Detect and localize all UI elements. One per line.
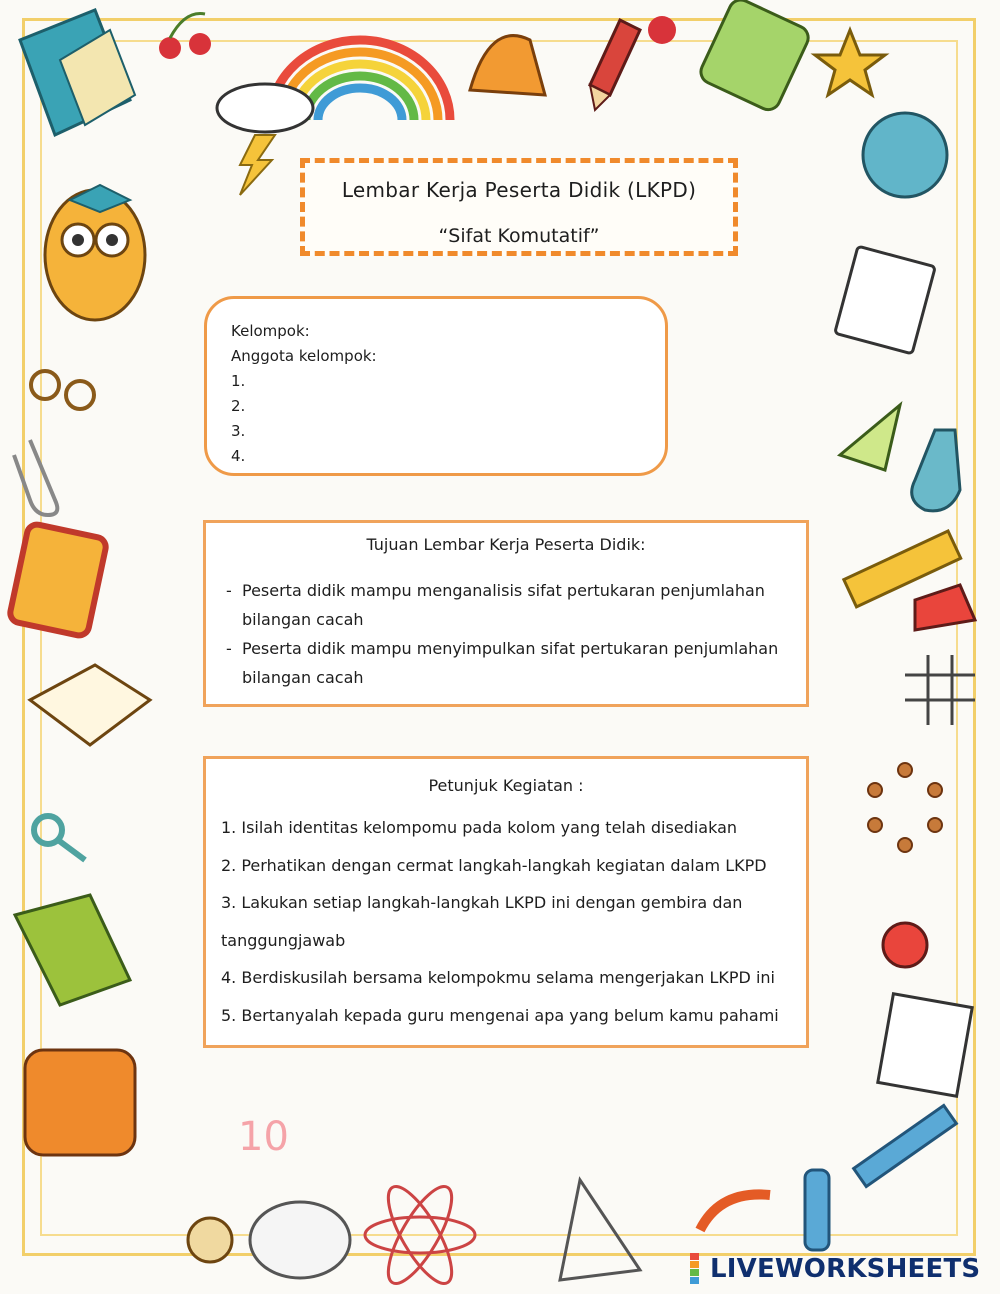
paper-sheet-icon [878,994,972,1097]
bell-icon [470,36,545,95]
molecule-icon [868,763,942,852]
worksheet-title: Lembar Kerja Peserta Didik (LKPD) [341,178,697,202]
arrow-icon [700,1194,770,1230]
group-identity-box [204,296,668,476]
liveworksheets-watermark [690,1252,980,1286]
objective-text-line: bilangan cacah [242,610,364,629]
magnifier-icon [883,923,927,967]
paintbrush-icon [854,1105,957,1186]
backpack-icon [25,1050,135,1155]
globe-icon [863,113,947,197]
green-book-icon [15,895,130,1005]
instructions-box [203,756,809,1048]
instruction-line: 1. Isilah identitas kelompomu pada kolom yang telah disediakan [221,818,738,837]
member-slot: 1. [231,372,246,390]
instructions-list [221,809,794,1035]
objective-text-line: Peserta didik mampu menyimpulkan sifat pertukaran penjumlahan [242,639,779,658]
calculator-icon [697,0,812,114]
palette-icon [250,1202,350,1278]
instruction-line: 2. Perhatikan dengan cermat langkah-langkah kegiatan dalam LKPD [221,855,767,875]
objective-text-line: bilangan cacah [242,668,364,687]
worksheet-subtitle: “Sifat Komutatif” [438,225,600,247]
paperclip-icon [14,440,57,515]
open-book-icon [30,665,150,745]
star-icon [815,30,885,95]
instructions-heading: Petunjuk Kegiatan : [428,776,584,795]
objectives-box [203,520,809,707]
key-icon [34,816,85,860]
member-slot: 4. [231,447,246,465]
objective-item [226,576,788,634]
cherry-icon [159,14,211,60]
marker-icon [805,1170,829,1250]
number-10-doodle: 10 [238,1114,289,1160]
objective-text-line: Peserta didik mampu menganalisis sifat pertukaran penjumlahan [242,581,765,600]
owl-icon [45,185,145,320]
pyramid-icon [560,1180,640,1280]
member-slot: 3. [231,422,246,440]
lightning-icon [240,135,275,195]
glasses-icon [31,371,94,409]
watermark-text: LIVEWORKSHEETS [710,1254,981,1284]
bullet-dash: - [226,581,232,600]
atom-icon [365,1178,475,1291]
instruction-line: tanggungjawab [221,930,346,950]
objectives-list [226,576,788,692]
bullet-dash: - [226,639,232,658]
book-icon [20,10,135,135]
liveworksheets-logo-icon [690,1253,710,1285]
member-slot: 2. [231,397,246,415]
objectives-heading: Tujuan Lembar Kerja Peserta Didik: [366,535,646,554]
members-label: Anggota kelompok: [231,347,377,365]
flask-icon [188,1218,232,1262]
objective-item [226,634,788,692]
pencil-icon [590,20,640,110]
title-box [300,158,738,256]
pushpin-icon [648,16,676,44]
notepad-icon [835,246,936,354]
instruction-line: 3. Lakukan setiap langkah-langkah LKPD ini dengan gembira dan [221,893,743,913]
tic-tac-toe-icon [905,655,975,725]
paper-plane-icon [840,405,900,470]
group-label: Kelompok: [231,322,310,340]
cloud-icon [217,84,313,132]
beaker-icon [912,430,960,511]
shoe-icon [915,585,975,630]
instruction-line: 4. Berdiskusilah bersama kelompokmu selama mengerjakan LKPD ini [221,968,775,988]
tablet-icon [8,523,107,637]
instruction-line: 5. Bertanyalah kepada guru mengenai apa yang belum kamu pahami [221,1005,779,1025]
